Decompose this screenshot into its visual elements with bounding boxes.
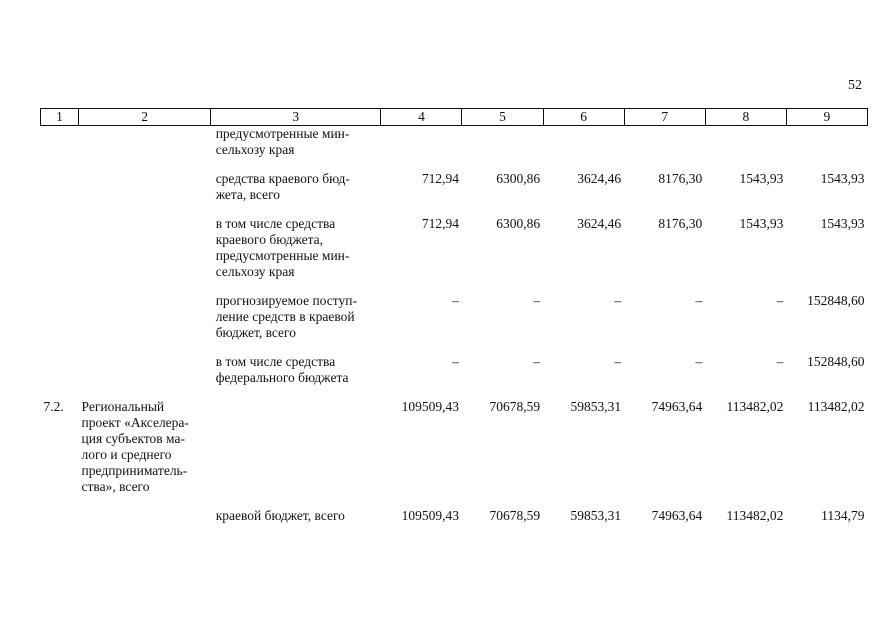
value-cell: [624, 280, 705, 341]
description-line: в том числе средства: [215, 216, 336, 231]
value-text: –: [614, 293, 622, 308]
table-row: [41, 280, 868, 341]
value-text: 74963,64: [651, 508, 703, 523]
table-row: [41, 495, 868, 524]
column-number: 9: [786, 109, 867, 126]
value-cell: [543, 126, 624, 159]
value-cell: [705, 280, 786, 341]
value-cell: [705, 158, 786, 203]
table-row: [41, 341, 868, 386]
table-body: [41, 126, 868, 525]
program-cell: [79, 126, 211, 159]
description-cell: [211, 341, 381, 386]
row-code-cell: [41, 280, 79, 341]
value-text: 3624,46: [577, 216, 622, 231]
column-number: 4: [381, 109, 462, 126]
value-cell: [624, 203, 705, 280]
value-text: 6300,86: [496, 171, 541, 186]
column-number: 6: [543, 109, 624, 126]
value-text: 113482,02: [726, 508, 784, 523]
value-text: 712,94: [421, 216, 459, 231]
value-text: 152848,60: [807, 354, 865, 369]
description-line: сельхозу края: [215, 142, 295, 157]
value-cell: [462, 386, 543, 495]
column-number: 3: [211, 109, 381, 126]
description-cell: [211, 280, 381, 341]
value-cell: [381, 158, 462, 203]
value-cell: [624, 126, 705, 159]
value-text: –: [533, 293, 541, 308]
value-cell: [705, 203, 786, 280]
value-cell: [462, 203, 543, 280]
value-text: 113482,02: [807, 399, 865, 414]
value-text: 1543,93: [739, 171, 784, 186]
value-cell: [705, 386, 786, 495]
value-text: 1134,79: [821, 508, 865, 523]
value-cell: [786, 280, 867, 341]
value-cell: [786, 158, 867, 203]
value-text: 109509,43: [401, 508, 459, 523]
description-line: в том числе средства: [215, 354, 336, 369]
column-number: 5: [462, 109, 543, 126]
row-code-cell: [41, 495, 79, 524]
program-cell: [79, 203, 211, 280]
value-text: –: [695, 354, 703, 369]
column-number-row: [41, 109, 868, 126]
description-cell: [211, 126, 381, 159]
column-number: 7: [624, 109, 705, 126]
column-number: 8: [705, 109, 786, 126]
description-line: прогнозируемое поступ-: [215, 293, 357, 308]
description-cell: [211, 158, 381, 203]
description-cell: [211, 386, 381, 495]
value-text: 74963,64: [651, 399, 703, 414]
row-code-cell: [41, 203, 79, 280]
table-row: [41, 126, 868, 159]
value-cell: [543, 341, 624, 386]
value-cell: [462, 126, 543, 159]
table-row: [41, 386, 868, 495]
program-line: лого и среднего: [81, 447, 172, 462]
value-cell: [462, 495, 543, 524]
value-text: 70678,59: [489, 399, 541, 414]
value-text: 8176,30: [658, 216, 703, 231]
value-cell: [381, 126, 462, 159]
value-cell: [543, 158, 624, 203]
program-cell: [79, 341, 211, 386]
value-cell: [462, 280, 543, 341]
value-text: 1543,93: [820, 171, 865, 186]
program-line: ства», всего: [81, 479, 150, 494]
description-line: краевого бюджета,: [215, 232, 324, 247]
value-text: –: [776, 354, 784, 369]
description-line: бюджет, всего: [215, 325, 296, 340]
description-line: жета, всего: [215, 187, 281, 202]
row-code-cell: [41, 386, 79, 495]
program-cell: [79, 280, 211, 341]
value-text: 6300,86: [496, 216, 541, 231]
value-cell: [543, 495, 624, 524]
value-text: 8176,30: [658, 171, 703, 186]
value-text: –: [533, 354, 541, 369]
value-cell: [381, 341, 462, 386]
row-code-cell: [41, 341, 79, 386]
program-cell: [79, 386, 211, 495]
value-cell: [624, 341, 705, 386]
description-line: федерального бюджета: [215, 370, 349, 385]
value-text: 152848,60: [807, 293, 865, 308]
page-number: 52: [848, 78, 862, 93]
table-row: [41, 203, 868, 280]
value-text: 1543,93: [820, 216, 865, 231]
column-number: 2: [79, 109, 211, 126]
description-cell: [211, 203, 381, 280]
value-text: –: [614, 354, 622, 369]
value-cell: [381, 495, 462, 524]
value-text: 109509,43: [401, 399, 459, 414]
value-text: 59853,31: [570, 508, 622, 523]
value-text: –: [776, 293, 784, 308]
value-cell: [543, 386, 624, 495]
value-cell: [624, 495, 705, 524]
value-cell: [543, 203, 624, 280]
row-code: 7.2.: [43, 399, 64, 414]
program-line: проект «Акселера-: [81, 415, 189, 430]
value-cell: [786, 126, 867, 159]
column-number: 1: [41, 109, 79, 126]
budget-table: [40, 108, 868, 524]
description-line: предусмотренные мин-: [215, 248, 350, 263]
description-line: краевой бюджет, всего: [215, 508, 345, 523]
value-cell: [705, 495, 786, 524]
value-text: 1543,93: [739, 216, 784, 231]
program-cell: [79, 158, 211, 203]
value-cell: [543, 280, 624, 341]
value-text: 59853,31: [570, 399, 622, 414]
description-line: сельхозу края: [215, 264, 295, 279]
description-cell: [211, 495, 381, 524]
description-line: предусмотренные мин-: [215, 126, 350, 141]
value-cell: [381, 386, 462, 495]
value-cell: [786, 495, 867, 524]
value-cell: [624, 386, 705, 495]
value-cell: [381, 203, 462, 280]
value-text: –: [452, 354, 459, 369]
program-line: ция субъектов ма-: [81, 431, 185, 446]
program-cell: [79, 495, 211, 524]
value-cell: [381, 280, 462, 341]
value-text: –: [695, 293, 703, 308]
value-text: 70678,59: [489, 508, 541, 523]
program-line: предприниматель-: [81, 463, 188, 478]
value-cell: [786, 341, 867, 386]
row-code-cell: [41, 126, 79, 159]
value-cell: [786, 386, 867, 495]
value-cell: [705, 126, 786, 159]
value-cell: [624, 158, 705, 203]
value-cell: [705, 341, 786, 386]
table-row: [41, 158, 868, 203]
value-cell: [462, 158, 543, 203]
value-cell: [786, 203, 867, 280]
description-line: средства краевого бюд-: [215, 171, 350, 186]
value-text: 3624,46: [577, 171, 622, 186]
value-text: –: [452, 293, 459, 308]
value-text: 712,94: [421, 171, 459, 186]
program-line: Региональный: [81, 399, 165, 414]
row-code-cell: [41, 158, 79, 203]
value-cell: [462, 341, 543, 386]
value-text: 113482,02: [726, 399, 784, 414]
description-line: ление средств в краевой: [215, 309, 355, 324]
